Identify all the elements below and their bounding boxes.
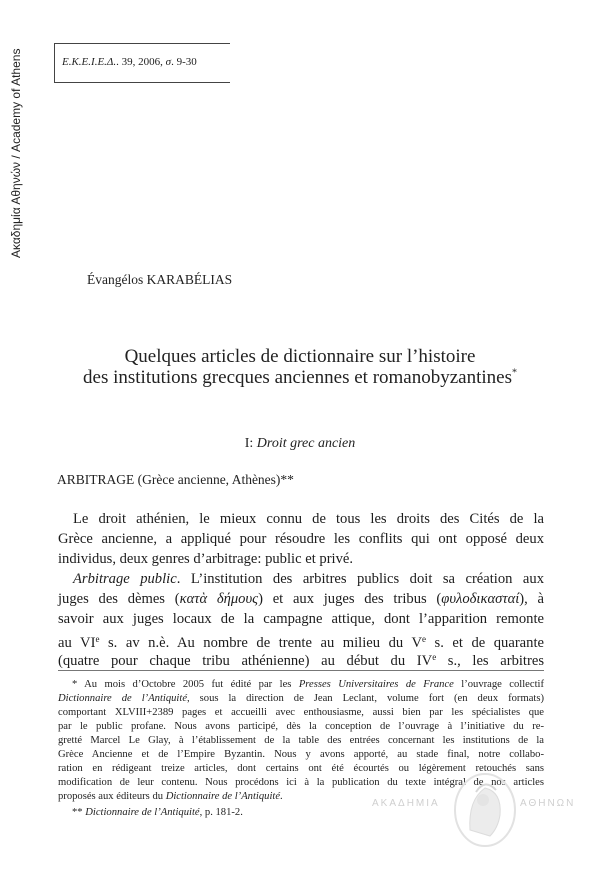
footnote-line bbox=[58, 692, 544, 705]
italic-term: Arbitrage public bbox=[73, 571, 177, 587]
footnote-text: , p. 181-2. bbox=[199, 807, 243, 818]
journal-volume: . 39, 2006, bbox=[116, 56, 166, 68]
greek-term: κατὰ δήμους bbox=[179, 591, 259, 607]
body-text: . L’institution des arbitres publics doit sa création aux bbox=[176, 571, 544, 587]
footnote-line: modification de leur contenu. Nous procédons ici à la publication du texte intégral de nos articles bbox=[58, 777, 544, 788]
archive-side-label: Ακαδημία Αθηνών / Academy of Athens bbox=[9, 48, 23, 258]
footnote-divider bbox=[58, 670, 544, 671]
footnote-italic: Dictionnaire de l’Antiquité bbox=[165, 791, 281, 802]
watermark-text-right: ΑΘΗΝΩΝ bbox=[520, 798, 576, 809]
footnote-italic: Dictionnaire de l’Antiquité bbox=[58, 693, 188, 704]
superscript: e bbox=[422, 634, 426, 644]
footnote-line: ration en rédigeant treize articles, dont certains ont été écourtés ou légèrement retouchés sans bbox=[58, 763, 544, 774]
body-text: s. et de quarante bbox=[426, 635, 544, 651]
journal-pages: . 9-30 bbox=[171, 56, 197, 68]
body-text: s. av n.è. Au nombre de trente au milieu du V bbox=[99, 635, 422, 651]
section-name: Droit grec ancien bbox=[256, 436, 356, 451]
body-line: Le droit athénien, le mieux connu de tous les droits des Cités de la bbox=[73, 511, 544, 527]
body-line: individus, deux genres d’arbitrage: public et privé. bbox=[58, 551, 354, 567]
footnote-text: * Au mois d’Octobre 2005 fut édité par les bbox=[72, 679, 299, 690]
body-line: savoir aux juges locaux de la campagne attique, dont l’apparition remonte bbox=[58, 611, 544, 627]
footnote-line: comportant XLVIII+2389 pages et accueilli avec enthousiasme, aussi bien par les spécialistes que bbox=[58, 707, 544, 718]
pages-abbreviation: σ bbox=[165, 56, 172, 68]
footnote-italic: Dictionnaire de l’Antiquité bbox=[85, 807, 200, 818]
section-number: I: bbox=[244, 436, 257, 451]
article-title-line-1: Quelques articles de dictionnaire sur l’histoire bbox=[124, 346, 476, 367]
footnote-line bbox=[72, 678, 544, 691]
footnote-text: l’ouvrage collectif bbox=[453, 679, 544, 690]
title-footnote-mark: * bbox=[511, 367, 517, 379]
footnote-text: ** bbox=[72, 807, 86, 818]
article-title-text: des institutions grecques anciennes et romanobyzantines bbox=[83, 367, 512, 388]
footnote-text: , sous la direction de Jean Leclant, volume fort (en deux formats) bbox=[187, 693, 544, 704]
body-line bbox=[58, 589, 544, 609]
body-text: ) et aux juges des tribus ( bbox=[258, 591, 442, 607]
footnote-text: . bbox=[280, 791, 283, 802]
body-line: Grèce ancienne, a appliqué pour résoudre les conflits qui ont opposé deux bbox=[58, 531, 544, 547]
footnote-line: par le public profane. Nous avons participé, dès la conception de l’ouvrage à l’initiative du re- bbox=[58, 721, 544, 732]
journal-citation bbox=[62, 56, 197, 68]
body-text: (quatre pour chaque tribu athénienne) au début du IV bbox=[58, 653, 433, 669]
body-text: s., les arbitres bbox=[436, 653, 544, 669]
footnote-line: gretté Marcel Le Glay, à l’établissement de la table des entrées concernant les institutions de la bbox=[58, 735, 544, 746]
body-text: ), à bbox=[519, 591, 544, 607]
academy-seal-watermark-icon bbox=[450, 770, 520, 850]
watermark-text-left: ΑΚΑΔΗΜΙΑ bbox=[372, 798, 440, 809]
body-line bbox=[73, 569, 544, 589]
footnote-italic: Presses Universitaires de France bbox=[298, 679, 454, 690]
body-line bbox=[58, 647, 544, 667]
footnote-line: Grèce Ancienne et de l’Empire Byzantin. Nous y avons apporté, au stade final, notre collabo- bbox=[58, 749, 544, 760]
journal-abbreviation: Ε.Κ.Ε.Ι.Ε.Δ. bbox=[62, 56, 117, 68]
body-text: juges des dèmes ( bbox=[58, 591, 180, 607]
article-title-line-2 bbox=[40, 367, 560, 389]
greek-term: φυλοδικασταί bbox=[441, 591, 520, 607]
footnote-text: proposés aux éditeurs du bbox=[58, 791, 166, 802]
author-name: Évangélos KARABÉLIAS bbox=[87, 272, 233, 287]
superscript: e bbox=[432, 652, 437, 662]
body-text: au VI bbox=[58, 635, 96, 651]
entry-heading: ARBITRAGE (Grèce ancienne, Athènes)** bbox=[57, 472, 294, 487]
section-heading bbox=[0, 436, 600, 452]
superscript: e bbox=[95, 634, 100, 644]
